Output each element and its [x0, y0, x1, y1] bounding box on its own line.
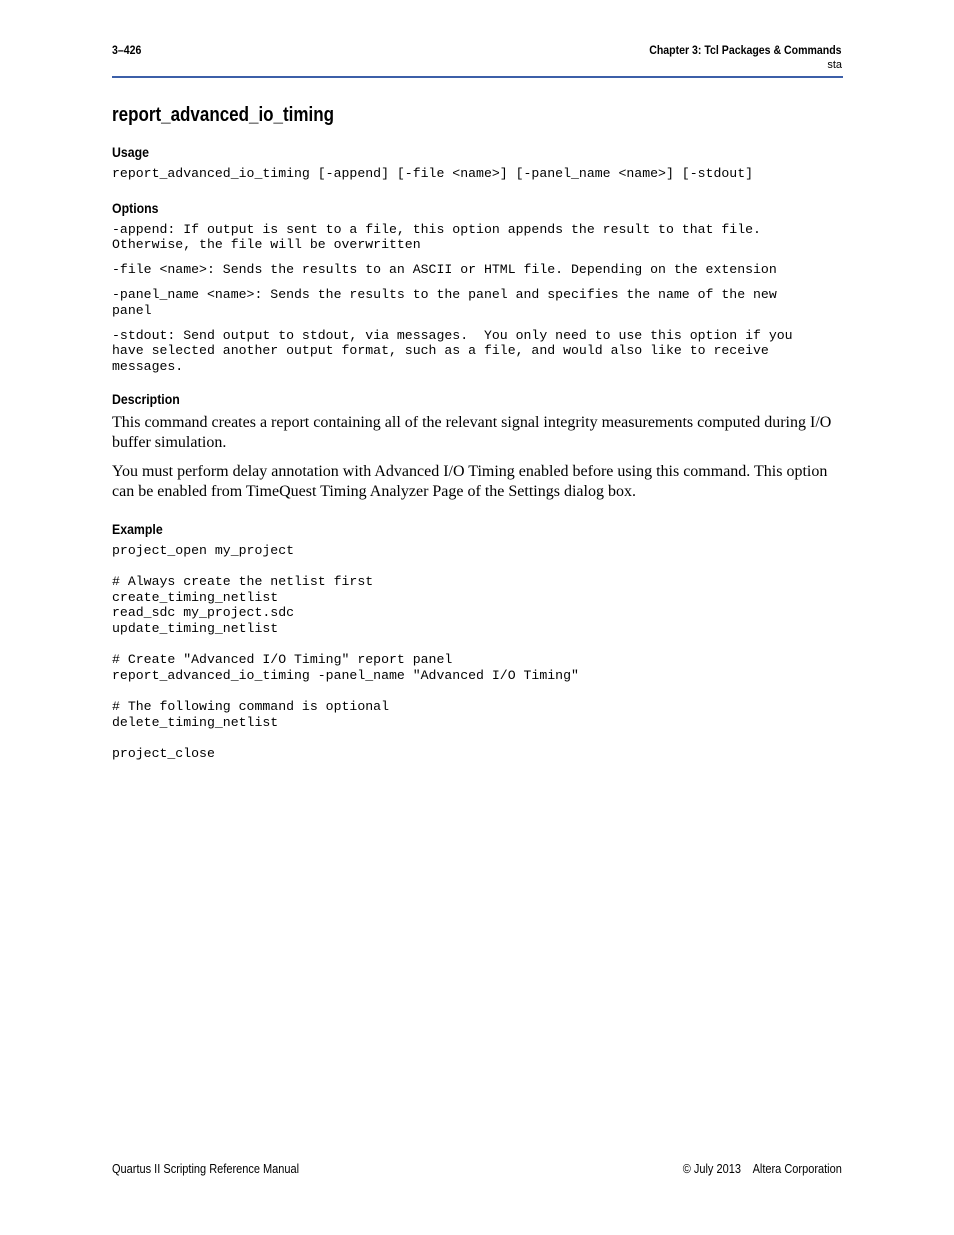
- option-file: -file <name>: Sends the results to an ASCII or HTML file. Depending on the extension: [112, 262, 777, 277]
- option-append: -append: If output is sent to a file, this option appends the result to that file. Otherwise, the file will be overwritten: [112, 221, 761, 252]
- command-title: report_advanced_io_timing: [112, 104, 335, 126]
- footer-manual-title: Quartus II Scripting Reference Manual: [112, 1162, 300, 1176]
- usage-heading: Usage: [112, 144, 149, 160]
- options-heading: Options: [112, 199, 159, 216]
- header-rule: [112, 76, 843, 78]
- running-header: [623, 43, 842, 73]
- description-heading: Description: [112, 391, 180, 407]
- example-heading: Example: [112, 521, 163, 537]
- example-code: project_open my_project # Always create the netlist first create_timing_netlist read_sdc my_project.sdc update_timing_netlist # Create "Advanced I/O Timing" report panel report_advanced_io_timing -panel_name "Advanced I/O Timing" # The following command is optional delete_timing_netlist project_close: [112, 543, 579, 761]
- description-paragraph: This command creates a report containing all of the relevant signal integrity measurements computed during I/O buffer simulation.: [112, 414, 832, 451]
- section-name: sta: [827, 59, 842, 71]
- chapter-title: Chapter 3: Tcl Packages & Commands: [649, 43, 842, 57]
- description-paragraph: You must perform delay annotation with Advanced I/O Timing enabled before using this command. This option can be enabled from TimeQuest Timing Analyzer Page of the Settings dialog box.: [112, 463, 828, 500]
- option-stdout: -stdout: Send output to stdout, via messages. You only need to use this option if you have selected another output format, such as a file, and would also like to receive messages.: [112, 327, 793, 374]
- page-content: [112, 104, 847, 761]
- usage-text: report_advanced_io_timing [-append] [-file <name>] [-panel_name <name>] [-stdout]: [112, 166, 754, 181]
- option-panel-name: -panel_name <name>: Sends the results to the panel and specifies the name of the new panel: [112, 287, 777, 318]
- page-number: 3–426: [112, 43, 142, 57]
- footer-copyright: © July 2013 Altera Corporation: [682, 1162, 842, 1176]
